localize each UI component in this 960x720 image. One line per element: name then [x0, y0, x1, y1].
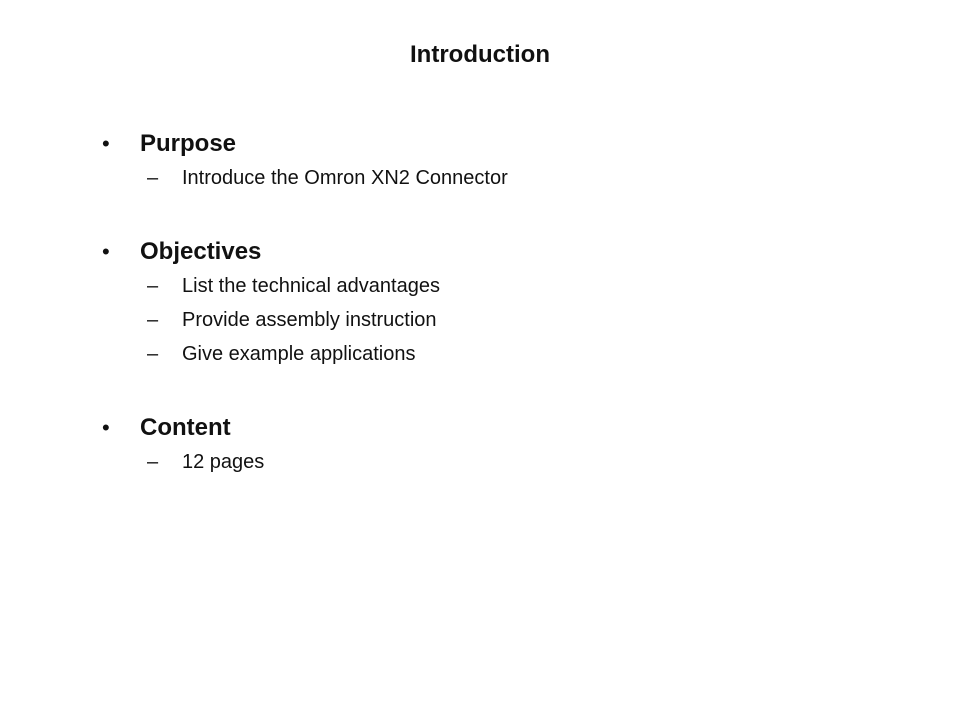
sub-item [147, 303, 440, 337]
bullet-icon: • [102, 239, 110, 264]
bullet-item [102, 127, 508, 161]
dash-icon: – [147, 343, 159, 365]
slide-title: Introduction [410, 41, 550, 68]
sub-item-text: Give example applications [182, 343, 416, 365]
bullet-item [102, 411, 264, 445]
dash-icon: – [147, 275, 159, 297]
section-content [102, 411, 264, 479]
sub-item [147, 337, 440, 371]
sub-item-text: List the technical advantages [182, 275, 440, 297]
bullet-icon: • [102, 131, 110, 156]
sub-item [147, 269, 440, 303]
section-objectives [102, 235, 440, 371]
sub-item [147, 161, 508, 195]
bullet-icon: • [102, 415, 110, 440]
dash-icon: – [147, 309, 159, 331]
sub-item-text: 12 pages [182, 451, 265, 473]
bullet-item [102, 235, 440, 269]
sub-item-text: Introduce the Omron XN2 Connector [182, 167, 508, 189]
section-purpose [102, 127, 508, 195]
sub-item [147, 445, 264, 479]
dash-icon: – [147, 451, 159, 473]
section-heading: Purpose [140, 130, 237, 157]
section-heading: Objectives [140, 238, 262, 265]
dash-icon: – [147, 167, 159, 189]
section-heading: Content [140, 414, 231, 441]
sub-item-text: Provide assembly instruction [182, 309, 437, 331]
